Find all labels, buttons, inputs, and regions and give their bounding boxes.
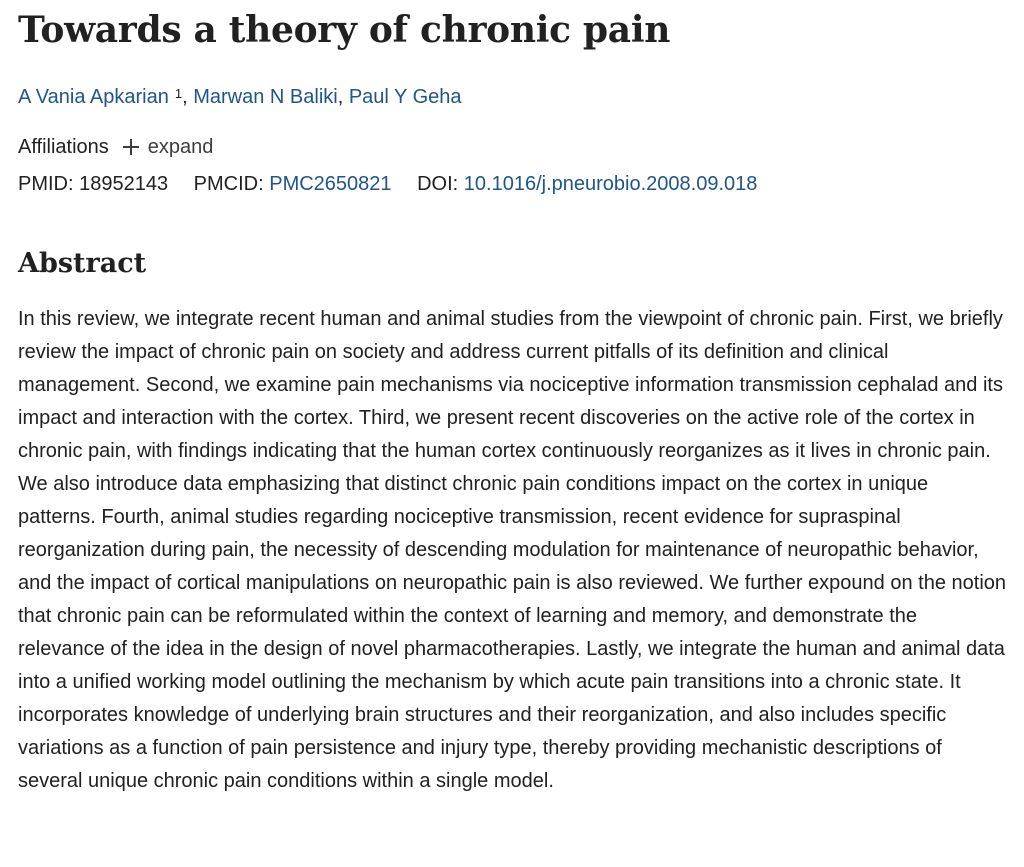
author-list bbox=[18, 84, 462, 110]
author-link-apkarian[interactable]: A Vania Apkarian bbox=[18, 86, 169, 108]
abstract-heading: Abstract bbox=[18, 248, 147, 279]
affiliation-ref[interactable]: 1 bbox=[174, 86, 183, 101]
affiliations-row bbox=[18, 134, 213, 160]
article-title: Towards a theory of chronic pain bbox=[18, 9, 671, 51]
doi-link[interactable]: 10.1016/j.pneurobio.2008.09.018 bbox=[463, 173, 758, 195]
pmcid-link[interactable]: PMC2650821 bbox=[269, 173, 392, 195]
expand-label: expand bbox=[147, 136, 214, 158]
affiliations-label: Affiliations bbox=[18, 136, 109, 158]
pmid-value: 18952143 bbox=[79, 173, 169, 195]
pmcid-label: PMCID: bbox=[193, 173, 264, 195]
author-link-geha[interactable]: Paul Y Geha bbox=[348, 86, 462, 108]
pmid-label: PMID: bbox=[18, 173, 74, 195]
author-separator: , bbox=[337, 86, 344, 108]
plus-icon bbox=[123, 139, 139, 155]
author-link-baliki[interactable]: Marwan N Baliki bbox=[193, 86, 338, 108]
expand-affiliations-button[interactable] bbox=[123, 134, 214, 160]
doi-label: DOI: bbox=[417, 173, 459, 195]
author-separator: , bbox=[182, 86, 188, 108]
abstract-text: In this review, we integrate recent human and animal studies from the viewpoint of chronic pain. First, we briefly review the impact of chronic pain on society and address current pitfalls of its definition and clinical management. Second, we examine pain mechanisms via nociceptive information transmission cephalad and its impact and interaction with the cortex. Third, we present recent discoveries on the active role of the cortex in chronic pain, with findings indicating that the human cortex continuously reorganizes as it lives in chronic pain. We also introduce data emphasizing that distinct chronic pain conditions impact on the cortex in unique patterns. Fourth, animal studies regarding nociceptive transmission, recent evidence for supraspinal reorganization during pain, the necessity of descending modulation for maintenance of neuropathic behavior, and the impact of cortical manipulations on neuropathic pain is also reviewed. We further expound on the notion that chronic pain can be reformulated within the context of learning and memory, and demonstrate the relevance of the idea in the design of novel pharmacotherapies. Lastly, we integrate the human and animal data into a unified working model outlining the mechanism by which acute pain transitions into a chronic state. It incorporates knowledge of underlying brain structures and their reorganization, and also includes specific variations as a function of pain persistence and injury type, thereby providing mechanistic descriptions of several unique chronic pain conditions within a single model. bbox=[18, 308, 1007, 792]
article-identifiers bbox=[18, 171, 757, 197]
